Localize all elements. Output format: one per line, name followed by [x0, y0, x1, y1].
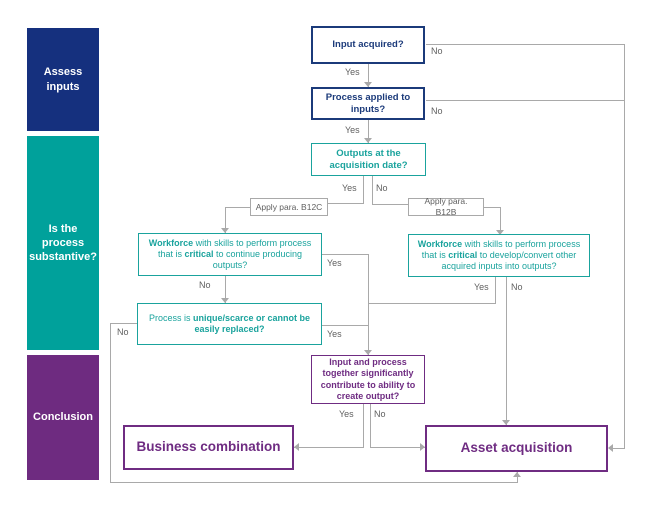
connector-line — [370, 404, 371, 448]
connector-line — [370, 447, 426, 448]
node-text: Process applied to inputs? — [325, 91, 411, 115]
connector-line — [372, 204, 409, 205]
edge-label-no: No — [431, 46, 443, 56]
connector-line — [483, 207, 501, 208]
connector-line — [372, 176, 373, 205]
node-apply-para-b12b — [408, 198, 484, 216]
node-business-combination — [123, 425, 294, 470]
connector-line — [322, 325, 369, 326]
edge-label-no: No — [431, 106, 443, 116]
node-process-applied — [311, 87, 425, 120]
node-text: Apply para. B12B — [424, 196, 468, 217]
edge-label-yes: Yes — [345, 67, 360, 77]
edge-label-yes: Yes — [345, 125, 360, 135]
node-input-process-contribute — [311, 355, 425, 404]
connector-line — [426, 100, 625, 101]
arrow-left-icon — [294, 443, 299, 451]
node-asset-acquisition — [425, 425, 608, 472]
connector-line — [294, 447, 364, 448]
connector-line — [110, 323, 137, 324]
node-text: Apply para. B12C — [255, 201, 323, 212]
node-workforce-continue-outputs — [138, 233, 322, 276]
connector-line — [110, 482, 518, 483]
stage-assess-inputs — [27, 28, 99, 131]
node-text: Input acquired? — [332, 39, 404, 51]
edge-label-yes: Yes — [327, 329, 342, 339]
connector-line — [328, 203, 364, 204]
stage-label: Conclusion — [33, 411, 93, 424]
stage-conclusion — [27, 355, 99, 480]
node-text: Input and process together significantly contribute to ability to create output? — [320, 357, 416, 401]
connector-line — [225, 207, 251, 208]
connector-line — [363, 404, 364, 448]
connector-line — [368, 303, 496, 304]
stage-label: Assess inputs — [43, 66, 83, 93]
arrow-up-icon — [513, 472, 521, 477]
stage-label: Is the process substantive? — [29, 222, 97, 264]
node-text: Business combination — [136, 439, 281, 455]
connector-line — [506, 277, 507, 425]
connector-line — [495, 277, 496, 304]
edge-label-no: No — [511, 282, 523, 292]
connector-line — [322, 254, 369, 255]
node-text: Outputs at the acquisition date? — [329, 147, 408, 171]
node-text: Process is unique/scarce or cannot be easily replaced? — [148, 312, 311, 334]
edge-label-yes: Yes — [342, 183, 357, 193]
connector-line — [110, 323, 111, 482]
node-input-acquired — [311, 26, 425, 64]
edge-label-yes: Yes — [474, 282, 489, 292]
node-workforce-develop-convert — [408, 234, 590, 277]
node-text: Workforce with skills to perform process that is critical to develop/convert other acquired inputs into outputs? — [417, 238, 581, 272]
edge-label-no: No — [376, 183, 388, 193]
node-process-unique-scarce — [137, 303, 322, 345]
edge-label-no: No — [199, 280, 211, 290]
node-apply-para-b12c — [250, 198, 328, 216]
edge-label-no: No — [117, 327, 129, 337]
node-text: Asset acquisition — [460, 440, 573, 456]
edge-label-no: No — [374, 409, 386, 419]
connector-line — [368, 254, 369, 355]
arrow-left-icon — [608, 444, 613, 452]
node-text: Workforce with skills to perform process that is critical to continue producing outputs? — [148, 237, 312, 271]
connector-line — [426, 44, 625, 45]
edge-label-yes: Yes — [339, 409, 354, 419]
node-outputs-at-acquisition-date — [311, 143, 426, 176]
connector-line — [363, 176, 364, 204]
edge-label-yes: Yes — [327, 258, 342, 268]
connector-line — [624, 44, 625, 448]
stage-process-substantive — [27, 136, 99, 350]
